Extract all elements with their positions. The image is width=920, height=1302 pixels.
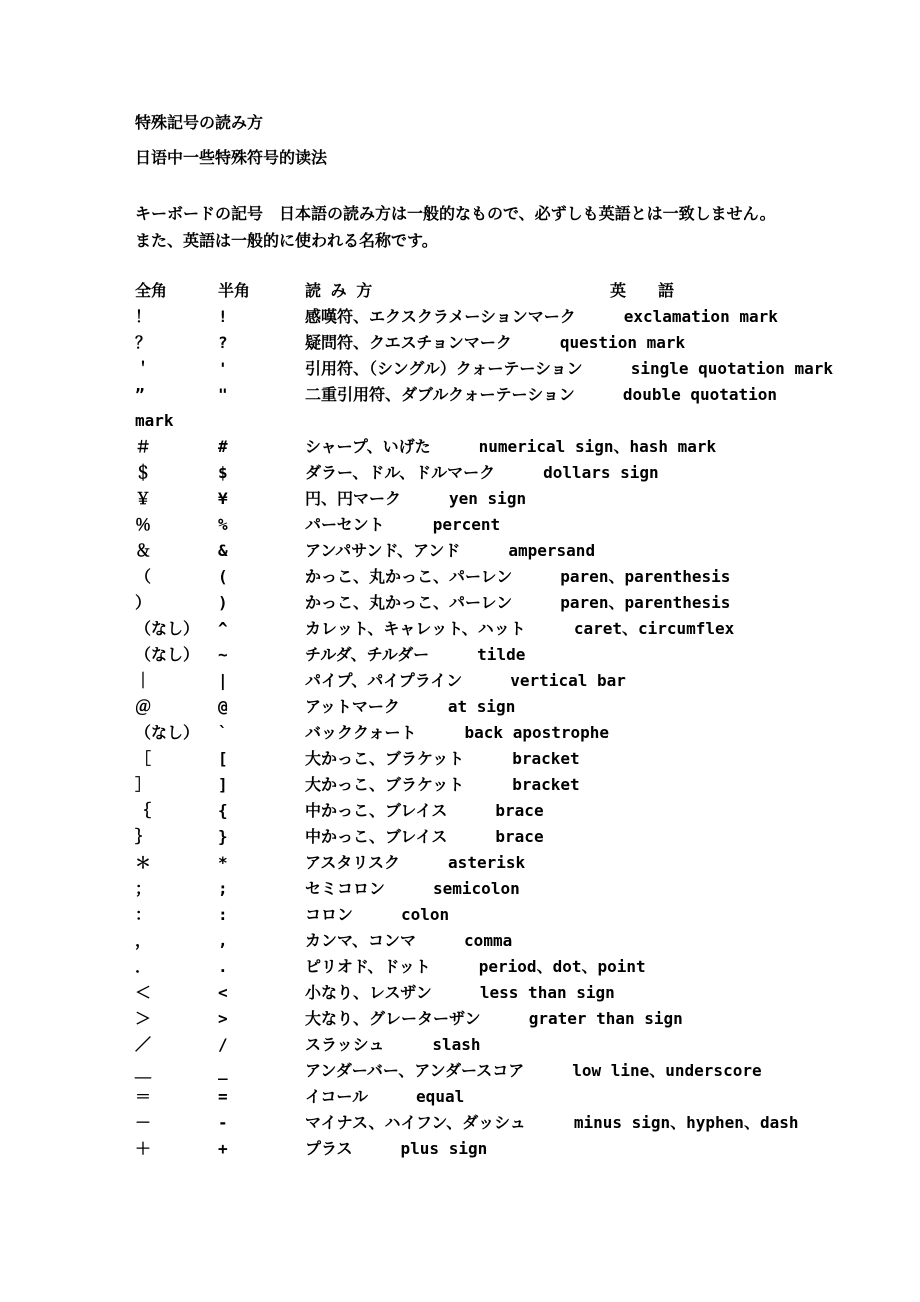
hankaku-symbol: > xyxy=(218,1009,228,1028)
english-name: slash xyxy=(432,1035,481,1054)
table-row xyxy=(135,668,880,694)
english-name: paren、parenthesis xyxy=(560,567,731,586)
english-name: caret、circumflex xyxy=(573,619,735,638)
table-row xyxy=(135,876,880,902)
header-eigo: 英 語 xyxy=(610,281,675,300)
table-row xyxy=(135,1032,880,1058)
english-name: dollars sign xyxy=(543,463,659,482)
table-row xyxy=(135,460,880,486)
table-row xyxy=(135,1084,880,1110)
zenkaku-symbol: ＋ xyxy=(135,1139,152,1158)
hankaku-symbol: ; xyxy=(218,879,228,898)
reading-japanese: 大かっこ、ブラケット xyxy=(305,775,465,794)
zenkaku-symbol: ］ xyxy=(135,775,152,794)
hankaku-symbol: . xyxy=(218,957,228,976)
table-row xyxy=(135,720,880,746)
hankaku-symbol: - xyxy=(218,1113,228,1132)
english-name: grater than sign xyxy=(528,1009,683,1028)
english-name: percent xyxy=(432,515,501,534)
hankaku-symbol: ' xyxy=(218,359,228,378)
reading-japanese: アンダーバー、アンダースコア xyxy=(305,1061,525,1080)
zenkaku-symbol: ， xyxy=(135,931,152,950)
english-name: bracket xyxy=(512,775,580,794)
english-name: brace xyxy=(495,827,544,846)
table-row xyxy=(135,538,880,564)
reading-japanese: アットマーク xyxy=(305,697,400,716)
table-row xyxy=(135,1110,880,1136)
hankaku-symbol: & xyxy=(218,541,228,560)
reading-japanese: 感嘆符、エクスクラメーションマーク xyxy=(305,307,576,326)
reading-japanese: ダラー、ドル、ドルマーク xyxy=(305,463,496,482)
header-zenkaku: 全角 xyxy=(135,281,168,300)
table-body xyxy=(135,304,880,1162)
table-row xyxy=(135,824,880,850)
header-yomi: 読 み 方 xyxy=(305,281,373,300)
english-name: period、dot、point xyxy=(478,957,646,976)
reading-japanese: セミコロン xyxy=(305,879,386,898)
hankaku-symbol: } xyxy=(218,827,228,846)
zenkaku-symbol: ＝ xyxy=(135,1087,152,1106)
zenkaku-symbol: ｛ xyxy=(135,801,152,820)
hankaku-symbol: < xyxy=(218,983,228,1002)
reading-japanese: 疑問符、クエスチョンマーク xyxy=(305,333,512,352)
zenkaku-symbol: ” xyxy=(135,385,145,404)
table-row xyxy=(135,1136,880,1162)
zenkaku-symbol: ／ xyxy=(135,1035,152,1054)
table-row xyxy=(135,642,880,668)
table-row xyxy=(135,902,880,928)
zenkaku-symbol: （なし） xyxy=(135,723,200,742)
zenkaku-symbol: ＜ xyxy=(135,983,152,1002)
hankaku-symbol: # xyxy=(218,437,228,456)
reading-japanese: シャープ、いげた xyxy=(305,437,431,456)
english-name-continuation: mark xyxy=(135,411,174,430)
zenkaku-symbol: ＇ xyxy=(135,359,152,378)
reading-japanese: 引用符、（シングル）クォーテーション xyxy=(305,359,583,378)
english-name: less than sign xyxy=(479,983,615,1002)
table-row xyxy=(135,954,880,980)
table-header-row xyxy=(135,278,880,304)
table-row xyxy=(135,694,880,720)
intro-line-2: また、英語は一般的に使われる名称です。 xyxy=(135,231,438,250)
zenkaku-symbol: ： xyxy=(135,905,152,924)
reading-japanese: 中かっこ、ブレイス xyxy=(305,827,448,846)
hankaku-symbol: [ xyxy=(218,749,228,768)
zenkaku-symbol: ． xyxy=(135,957,152,976)
english-name: paren、parenthesis xyxy=(560,593,731,612)
zenkaku-symbol: ＠ xyxy=(135,697,152,716)
hankaku-symbol: / xyxy=(218,1035,228,1054)
hankaku-symbol: @ xyxy=(218,697,228,716)
english-name: brace xyxy=(495,801,544,820)
reading-japanese: アスタリスク xyxy=(305,853,401,872)
hankaku-symbol: % xyxy=(218,515,228,534)
english-name: ampersand xyxy=(508,541,596,560)
reading-japanese: 二重引用符、ダブルクォーテーション xyxy=(305,385,575,404)
zenkaku-symbol: ＄ xyxy=(135,463,152,482)
table-row xyxy=(135,1006,880,1032)
table-row xyxy=(135,772,880,798)
table-row xyxy=(135,304,880,330)
zenkaku-symbol: ［ xyxy=(135,749,152,768)
zenkaku-symbol: ＊ xyxy=(135,853,152,872)
english-name: vertical bar xyxy=(510,671,626,690)
table-row xyxy=(135,1058,880,1084)
hankaku-symbol: ^ xyxy=(218,619,228,638)
hankaku-symbol: { xyxy=(218,801,228,820)
english-name: asterisk xyxy=(448,853,526,872)
reading-japanese: 大なり、グレーターザン xyxy=(305,1009,481,1028)
english-name: tilde xyxy=(477,645,526,664)
table-row xyxy=(135,798,880,824)
symbol-table xyxy=(135,278,880,1162)
zenkaku-symbol: ？ xyxy=(135,333,152,352)
english-name: numerical sign、hash mark xyxy=(478,437,717,456)
hankaku-symbol: _ xyxy=(218,1061,228,1080)
english-name: minus sign、hyphen、dash xyxy=(573,1113,799,1132)
document-title: 特殊記号の読み方 xyxy=(135,113,264,132)
english-name: yen sign xyxy=(449,489,527,508)
english-name: double quotation xyxy=(622,385,778,404)
table-row xyxy=(135,928,880,954)
reading-japanese: 円、円マーク xyxy=(305,489,402,508)
hankaku-symbol: | xyxy=(218,671,228,690)
table-row xyxy=(135,980,880,1006)
table-row xyxy=(135,486,880,512)
reading-japanese: アンパサンド、アンド xyxy=(305,541,461,560)
hankaku-symbol: ! xyxy=(218,307,228,326)
english-name: at sign xyxy=(447,697,516,716)
table-row xyxy=(135,590,880,616)
zenkaku-symbol: （なし） xyxy=(135,619,200,638)
hankaku-symbol: = xyxy=(218,1087,228,1106)
table-row xyxy=(135,382,880,408)
reading-japanese: 小なり、レスザン xyxy=(305,983,432,1002)
reading-japanese: 中かっこ、ブレイス xyxy=(305,801,448,820)
reading-japanese: ピリオド、ドット xyxy=(305,957,431,976)
zenkaku-symbol: ￥ xyxy=(135,489,152,508)
hankaku-symbol: $ xyxy=(218,463,228,482)
english-name: exclamation mark xyxy=(623,307,778,326)
reading-japanese: パーセント xyxy=(305,515,385,534)
reading-japanese: 大かっこ、ブラケット xyxy=(305,749,465,768)
hankaku-symbol: ] xyxy=(218,775,228,794)
table-row-continuation xyxy=(135,408,880,434)
hankaku-symbol: ( xyxy=(218,567,228,586)
hankaku-symbol: + xyxy=(218,1139,228,1158)
intro-line-1: キーボードの記号 日本語の読み方は一般的なもので、必ずしも英語とは一致しません。 xyxy=(135,204,776,223)
zenkaku-symbol: ＿ xyxy=(135,1061,152,1080)
english-name: plus sign xyxy=(400,1139,488,1158)
reading-japanese: かっこ、丸かっこ、パーレン xyxy=(305,593,513,612)
zenkaku-symbol: ％ xyxy=(135,515,152,534)
english-name: bracket xyxy=(512,749,580,768)
reading-japanese: マイナス、ハイフン、ダッシュ xyxy=(305,1113,526,1132)
zenkaku-symbol: （ xyxy=(135,567,152,586)
zenkaku-symbol: － xyxy=(135,1113,152,1132)
intro-paragraph xyxy=(135,200,880,254)
document-subtitle-chinese: 日语中一些特殊符号的读法 xyxy=(135,148,328,167)
english-name: single quotation mark xyxy=(630,359,833,378)
reading-japanese: スラッシュ xyxy=(305,1035,385,1054)
table-row xyxy=(135,616,880,642)
zenkaku-symbol: ｝ xyxy=(135,827,152,846)
hankaku-symbol: ? xyxy=(218,333,228,352)
reading-japanese: パイプ、パイプライン xyxy=(305,671,463,690)
reading-japanese: コロン xyxy=(305,905,354,924)
english-name: low line、underscore xyxy=(572,1061,762,1080)
zenkaku-symbol: ； xyxy=(135,879,152,898)
reading-japanese: イコール xyxy=(305,1087,369,1106)
table-row xyxy=(135,564,880,590)
hankaku-symbol: ) xyxy=(218,593,228,612)
hankaku-symbol: ` xyxy=(218,723,228,742)
header-hankaku: 半角 xyxy=(218,281,251,300)
reading-japanese: カレット、キャレット、ハット xyxy=(305,619,526,638)
zenkaku-symbol: ＃ xyxy=(135,437,152,456)
hankaku-symbol: " xyxy=(218,385,228,404)
hankaku-symbol: : xyxy=(218,905,228,924)
english-name: question mark xyxy=(559,333,686,352)
reading-japanese: カンマ、コンマ xyxy=(305,931,417,950)
english-name: semicolon xyxy=(433,879,520,898)
zenkaku-symbol: ＞ xyxy=(135,1009,152,1028)
zenkaku-symbol: ！ xyxy=(135,307,152,326)
hankaku-symbol: ~ xyxy=(218,645,228,664)
hankaku-symbol: , xyxy=(218,931,228,950)
table-row xyxy=(135,434,880,460)
hankaku-symbol: * xyxy=(218,853,228,872)
reading-japanese: バッククォート xyxy=(305,723,417,742)
table-row xyxy=(135,512,880,538)
english-name: equal xyxy=(416,1087,465,1106)
zenkaku-symbol: ＆ xyxy=(135,541,152,560)
zenkaku-symbol: （なし） xyxy=(135,645,200,664)
reading-japanese: チルダ、チルダー xyxy=(305,645,430,664)
english-name: colon xyxy=(401,905,450,924)
english-name: back apostrophe xyxy=(464,723,610,742)
reading-japanese: プラス xyxy=(305,1139,353,1158)
table-row xyxy=(135,330,880,356)
english-name: comma xyxy=(464,931,513,950)
hankaku-symbol: ¥ xyxy=(218,489,228,508)
reading-japanese: かっこ、丸かっこ、パーレン xyxy=(305,567,513,586)
zenkaku-symbol: ｜ xyxy=(135,671,152,690)
zenkaku-symbol: ） xyxy=(135,593,152,612)
table-row xyxy=(135,850,880,876)
table-row xyxy=(135,356,880,382)
table-row xyxy=(135,746,880,772)
